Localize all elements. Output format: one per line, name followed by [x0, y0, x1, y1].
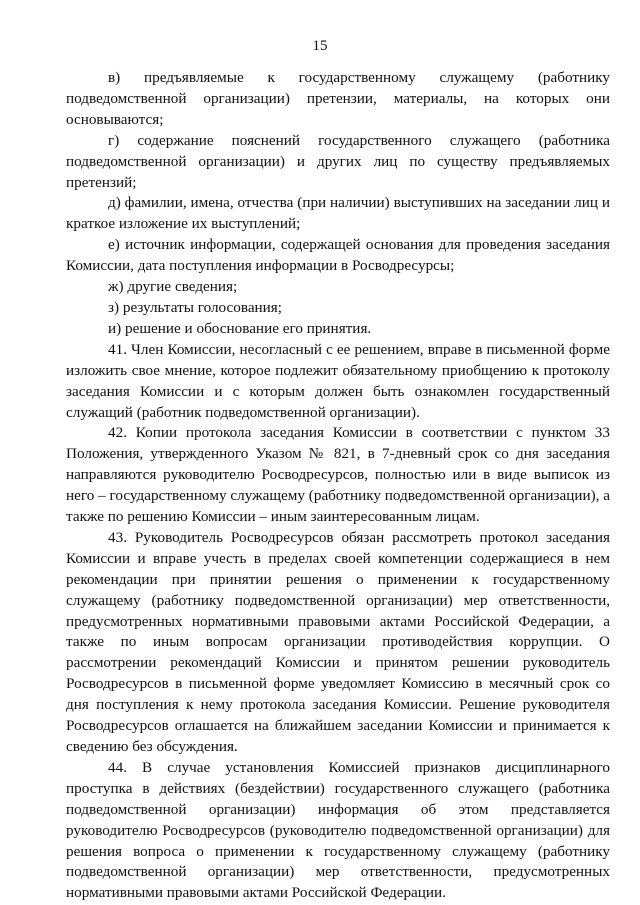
paragraph-41: 41. Член Комиссии, несогласный с ее решением, вправе в письменной форме изложить свое мнение, которое подлежит обязательному приобщению к протоколу заседания Комиссии и с которым должен быть ознакомлен государственный служащий (работник подведомственной организации). [66, 340, 610, 421]
paragraph-item-d: д) фамилии, имена, отчества (при наличии) выступивших на заседании лиц и краткое изложение их выступлений; [66, 194, 610, 233]
paragraph-item-zh: ж) другие сведения; [108, 278, 238, 296]
paragraph-item-z: з) результаты голосования; [108, 298, 283, 316]
page-number: 15 [312, 38, 328, 54]
paragraph-item-e: е) источник информации, содержащей основания для проведения заседания Комиссии, дата поступления информации в Росводресурсы; [66, 236, 610, 275]
paragraph-item-g: г) содержание пояснений государственного служащего (работника подведомственной организации) и других лиц по существу предъявляемых претензий; [66, 131, 610, 191]
document-body [66, 68, 610, 904]
paragraph-item-v: в) предъявляемые к государственному служащему (работнику подведомственной организации) претензии, материалы, на которых они основываются; [66, 69, 610, 128]
paragraph-44: 44. В случае установления Комиссией признаков дисциплинарного проступка в действиях (бездействии) государственного служащего (работника подведомственной организации) информация об этом представляется руководителю Росводресурсов (руководителю подведомственной организации) для решения вопроса о применении к государственному служащему (работнику подведомственной организации) мер ответственности, предусмотренных нормативными правовыми актами Российской Федерации. [66, 758, 610, 902]
paragraph-42: 42. Копии протокола заседания Комиссии в соответствии с пунктом 33 Положения, утвержденного Указом № 821, в 7-дневный срок со дня заседания направляются руководителю Росводресурсов, полностью или в виде выписок из него – государственному служащему (работнику подведомственной организации), а также по решению Комиссии – иным заинтересованным лицам. [66, 424, 610, 526]
paragraph-item-i: и) решение и обоснование его принятия. [108, 319, 372, 337]
paragraph-43: 43. Руководитель Росводресурсов обязан рассмотреть протокол заседания Комиссии и вправе учесть в пределах своей компетенции содержащиеся в нем рекомендации при принятии решения о применении к государственному служащему (работнику подведомственной организации) мер ответственности, предусмотренных нормативными правовыми актами Российской Федерации, а также по иным вопросам организации противодействия коррупции. О рассмотрении рекомендаций Комиссии и принятом решении руководитель Росводресурсов в письменной форме уведомляет Комиссию в месячный срок со дня поступления к нему протокола заседания Комиссии. Решение руководителя Росводресурсов оглашается на ближайшем заседании Комиссии и принимается к сведению без обсуждения. [66, 528, 610, 755]
